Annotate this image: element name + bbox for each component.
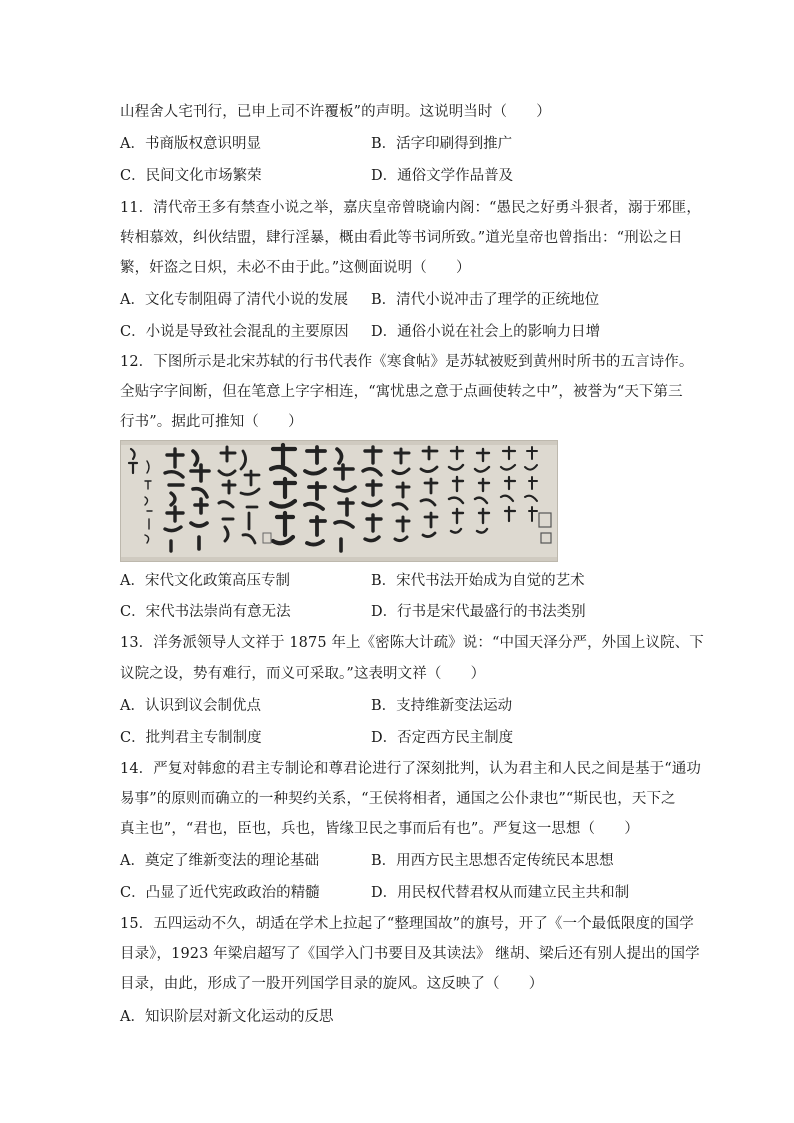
q10-option-d: D．通俗文学作品普及: [371, 168, 514, 184]
hanshi-tie-calligraphy-image: [120, 440, 558, 562]
q14-option-c: C．凸显了近代宪政政治的精髓: [120, 885, 320, 901]
q14-stem-line2: 易事”的原则而确立的一种契约关系，“王侯将相者，通国之公仆隶也”“斯民也，天下之: [120, 791, 676, 807]
q11-option-a: A．文化专制阻碍了清代小说的发展: [120, 292, 348, 308]
q11-stem-line1: 11．清代帝王多有禁查小说之举，嘉庆皇帝曾晓谕内阁：“愚民之好勇斗狠者，溺于邪匪，: [120, 200, 701, 216]
q10-option-c: C．民间文化市场繁荣: [120, 168, 262, 184]
q10-option-b: B．活字印刷得到推广: [371, 136, 513, 152]
q13-stem-line2: 议院之设，势有难行，而义可采取。”这表明文祥（ ）: [120, 666, 486, 682]
q14-stem-line3: 真主也”，“君也，臣也，兵也，皆缘卫民之事而后有也”。严复这一思想（ ）: [120, 821, 639, 837]
q12-stem-line3: 行书”。据此可推知（ ）: [120, 414, 303, 430]
q13-option-a: A．认识到议会制优点: [120, 698, 261, 714]
q14-stem-line1: 14．严复对韩愈的君主专制论和尊君论进行了深刻批判，认为君主和人民之间是基于“通功: [120, 761, 701, 777]
q14-option-a: A．奠定了维新变法的理论基础: [120, 853, 319, 869]
q12-option-b: B．宋代书法开始成为自觉的艺术: [371, 573, 585, 589]
q11-option-c: C．小说是导致社会混乱的主要原因: [120, 324, 349, 340]
q13-option-c: C．批判君主专制制度: [120, 730, 262, 746]
q11-stem-line2: 转相慕效，纠伙结盟，肆行淫暴，概由看此等书词所致。”道光皇帝也曾指出：“刑讼之日: [120, 230, 683, 246]
q15-stem-line3: 目录，由此，形成了一股开列国学目录的旋风。这反映了（ ）: [120, 976, 544, 992]
q15-stem-line1: 15．五四运动不久，胡适在学术上拉起了“整理国故”的旗号，开了《一个最低限度的国学: [120, 916, 694, 932]
q11-option-d: D．通俗小说在社会上的影响力日增: [371, 324, 601, 340]
q13-stem-line1: 13．洋务派领导人文祥于 1875 年上《密陈大计疏》说：“中国天泽分严，外国上议院、下: [120, 635, 704, 651]
q11-stem-line3: 繁，奸盗之日炽，未必不由于此。”这侧面说明（ ）: [120, 260, 471, 276]
q10-stem-end: 山程舍人宅刊行，已申上司不许覆板”的声明。这说明当时（ ）: [120, 104, 551, 120]
q11-option-b: B．清代小说冲击了理学的正统地位: [371, 292, 600, 308]
q12-option-a: A．宋代文化政策高压专制: [120, 573, 290, 589]
q13-option-d: D．否定西方民主制度: [371, 730, 514, 746]
q12-option-c: C．宋代书法崇尚有意无法: [120, 604, 291, 620]
q15-option-a: A．知识阶层对新文化运动的反思: [120, 1009, 334, 1025]
q12-option-d: D．行书是宋代最盛行的书法类别: [371, 604, 586, 620]
q14-option-d: D．用民权代替君权从而建立民主共和制: [371, 885, 630, 901]
q13-option-b: B．支持维新变法运动: [371, 698, 513, 714]
q10-option-a: A．书商版权意识明显: [120, 136, 261, 152]
q14-option-b: B．用西方民主思想否定传统民本思想: [371, 853, 614, 869]
calligraphy-strokes-icon: [121, 441, 557, 561]
q12-stem-line2: 全贴字字间断，但在笔意上字字相连，“寓忧患之意于点画使转之中”，被誉为“天下第三: [120, 384, 683, 400]
q15-stem-line2: 目录》，1923 年梁启超写了《国学入门书要目及其读法》 继胡、梁后还有别人提出的国学: [120, 946, 700, 962]
q12-stem-line1: 12．下图所示是北宋苏轼的行书代表作《寒食帖》是苏轼被贬到黄州时所书的五言诗作。: [120, 354, 694, 370]
